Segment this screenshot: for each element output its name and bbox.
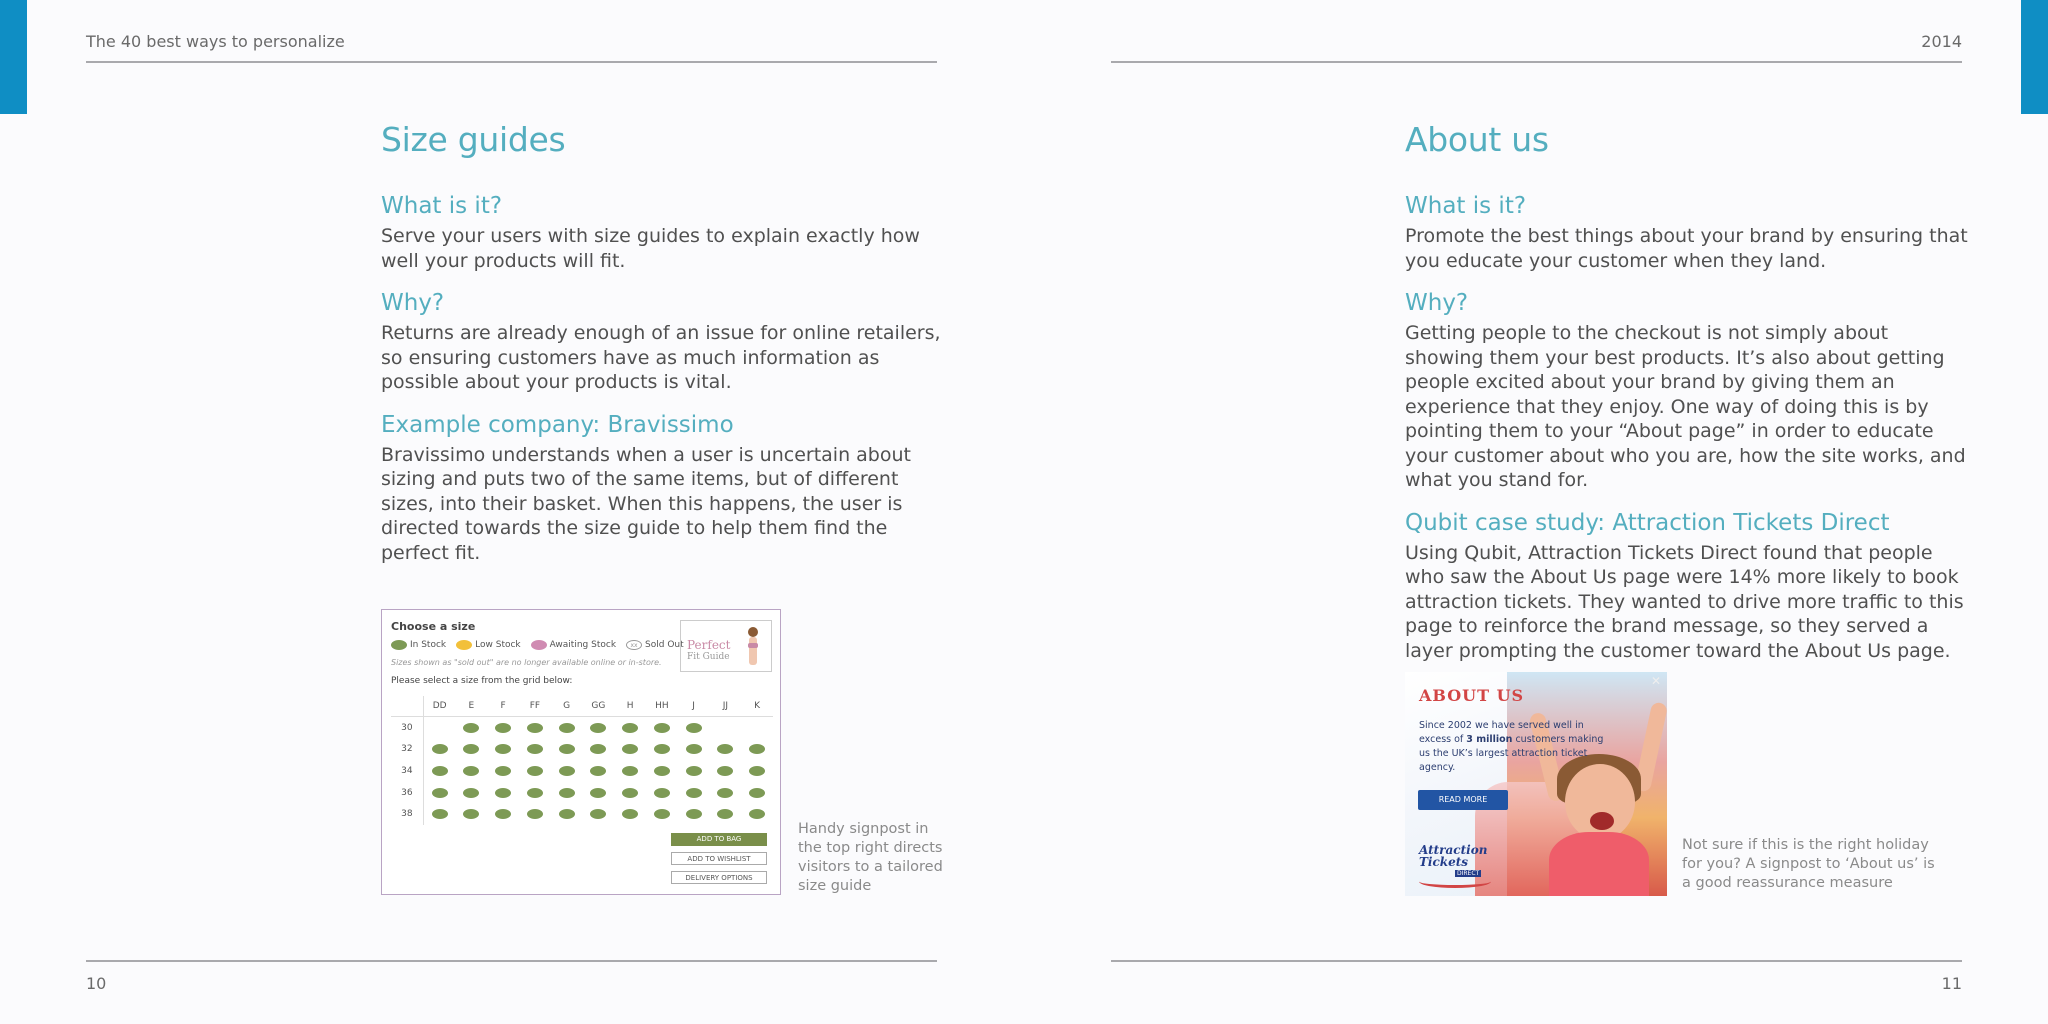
in-stock-size-option[interactable] — [590, 744, 606, 754]
section-title: Qubit case study: Attraction Tickets Direct — [1405, 509, 1890, 536]
legend-low-stock: Low Stock — [456, 640, 521, 650]
size-cell[interactable] — [456, 744, 488, 754]
in-stock-size-option[interactable] — [686, 809, 702, 819]
in-stock-size-option[interactable] — [686, 788, 702, 798]
size-cell[interactable] — [456, 788, 488, 798]
in-stock-size-option[interactable] — [654, 788, 670, 798]
in-stock-size-option[interactable] — [622, 809, 638, 819]
size-cell[interactable] — [487, 744, 519, 754]
size-cell[interactable] — [741, 809, 773, 819]
size-cell[interactable] — [519, 723, 551, 733]
section-body: Getting people to the checkout is not simply about showing them your best products. It’s also about getting people excited about your brand by giving them an experience that they enjoy. One way of doing this is by pointing them to your “About page” in order to educate your customer about who you are, how the site works, and what you stand for. — [1405, 322, 1966, 491]
add-to-wishlist-button[interactable]: ADD TO WISHLIST — [671, 852, 767, 865]
cup-size-label: FF — [529, 701, 541, 711]
cup-size-label: HH — [655, 701, 669, 711]
guide-label: Perfect — [687, 638, 731, 652]
in-stock-size-option[interactable] — [622, 744, 638, 754]
in-stock-size-option[interactable] — [495, 723, 511, 733]
size-cell[interactable] — [710, 788, 742, 798]
size-cell[interactable] — [583, 723, 615, 733]
in-stock-size-option[interactable] — [622, 788, 638, 798]
delivery-options-button[interactable]: DELIVERY OPTIONS — [671, 871, 767, 884]
perfect-fit-guide-link[interactable] — [680, 620, 772, 672]
page-title: About us — [1405, 120, 1549, 159]
size-cell[interactable] — [741, 788, 773, 798]
sold-out-dot-icon: xx — [626, 640, 642, 650]
size-cell[interactable] — [424, 744, 456, 754]
size-grid-row — [391, 803, 773, 825]
size-cell[interactable] — [646, 809, 678, 819]
footer-rule-right — [1111, 960, 1962, 962]
size-cell[interactable] — [456, 809, 488, 819]
size-grid-row — [391, 782, 773, 804]
size-grid-row — [391, 717, 773, 739]
size-cell[interactable] — [678, 788, 710, 798]
in-stock-size-option[interactable] — [749, 766, 765, 776]
in-stock-size-option[interactable] — [495, 766, 511, 776]
size-cell[interactable] — [741, 744, 773, 754]
in-stock-size-option[interactable] — [527, 809, 543, 819]
in-stock-size-option[interactable] — [559, 766, 575, 776]
in-stock-size-option[interactable] — [717, 809, 733, 819]
in-stock-size-option[interactable] — [654, 809, 670, 819]
size-cell[interactable] — [710, 744, 742, 754]
in-stock-size-option[interactable] — [559, 809, 575, 819]
in-stock-size-option[interactable] — [654, 744, 670, 754]
band-size-label: 38 — [391, 803, 424, 825]
left-edge-tab — [0, 0, 27, 114]
section-title: Why? — [381, 290, 445, 316]
size-grid-row — [391, 760, 773, 782]
ad-title: ABOUT US — [1419, 686, 1525, 705]
size-cell[interactable] — [614, 809, 646, 819]
size-cell[interactable] — [741, 766, 773, 776]
size-cell[interactable] — [614, 744, 646, 754]
close-icon[interactable]: ✕ — [1650, 674, 1661, 688]
in-stock-size-option[interactable] — [559, 788, 575, 798]
section-title: Why? — [1405, 290, 1469, 316]
in-stock-size-option[interactable] — [717, 744, 733, 754]
left-page-content — [381, 120, 946, 565]
in-stock-size-option[interactable] — [749, 809, 765, 819]
section-title: Example company: Bravissimo — [381, 411, 734, 438]
awaiting-stock-dot-icon — [531, 640, 547, 650]
band-size-label: 36 — [391, 782, 424, 804]
size-cell[interactable] — [646, 788, 678, 798]
size-cell[interactable] — [583, 744, 615, 754]
size-cell[interactable] — [551, 766, 583, 776]
in-stock-size-option[interactable] — [432, 809, 448, 819]
cup-size-label: F — [500, 701, 506, 711]
header-rule-right — [1111, 61, 1962, 63]
add-to-bag-button[interactable]: ADD TO BAG — [671, 833, 767, 846]
size-cell[interactable] — [487, 766, 519, 776]
header-rule-left — [86, 61, 937, 63]
legend-sold-out: xx Sold Out — [626, 640, 684, 650]
in-stock-size-option[interactable] — [495, 809, 511, 819]
size-cell[interactable] — [519, 788, 551, 798]
in-stock-size-option[interactable] — [432, 744, 448, 754]
in-stock-size-option[interactable] — [749, 788, 765, 798]
ad-photo-body — [1549, 832, 1649, 896]
guide-sublabel: Fit Guide — [687, 652, 730, 662]
in-stock-size-option[interactable] — [463, 766, 479, 776]
size-prompt: Please select a size from the grid below: — [391, 676, 573, 686]
about-us-ad-screenshot — [1405, 672, 1667, 896]
size-cell[interactable] — [551, 809, 583, 819]
size-cell[interactable] — [678, 723, 710, 733]
size-grid-header — [391, 696, 773, 717]
chart-title: Choose a size — [391, 620, 476, 633]
size-cell[interactable] — [551, 744, 583, 754]
cup-size-label: J — [692, 701, 695, 711]
running-header-title: The 40 best ways to personalize — [86, 32, 345, 51]
in-stock-size-option[interactable] — [527, 788, 543, 798]
size-cell[interactable] — [710, 766, 742, 776]
ad-text: Since 2002 we have served well in excess of 3 million customers making us the UK’s largest attraction ticket agency. — [1419, 720, 1604, 773]
band-size-label: 30 — [391, 717, 424, 739]
in-stock-size-option[interactable] — [527, 723, 543, 733]
page-number-left: 10 — [86, 974, 107, 993]
size-cell[interactable] — [583, 766, 615, 776]
size-cell[interactable] — [487, 723, 519, 733]
size-grid-row — [391, 739, 773, 761]
in-stock-size-option[interactable] — [590, 788, 606, 798]
running-header-year: 2014 — [1921, 32, 1962, 51]
figure-caption: Handy signpost in the top right directs visitors to a tailored size guide — [798, 821, 943, 894]
cup-size-label: H — [626, 701, 634, 711]
size-cell[interactable] — [551, 723, 583, 733]
in-stock-size-option[interactable] — [527, 744, 543, 754]
size-cell[interactable] — [614, 766, 646, 776]
band-size-label: 32 — [391, 739, 424, 761]
low-stock-dot-icon — [456, 640, 472, 650]
legend-awaiting-stock: Awaiting Stock — [531, 640, 616, 650]
size-cell[interactable] — [583, 788, 615, 798]
size-guide-screenshot — [381, 609, 781, 895]
in-stock-size-option[interactable] — [590, 809, 606, 819]
section-body: Using Qubit, Attraction Tickets Direct found that people who saw the About Us page were 14% more likely to book attraction tickets. They wanted to drive more traffic to this page to reinforce the brand message, so they served a layer prompting the customer toward the About Us page. — [1405, 541, 1964, 662]
stock-legend — [391, 640, 684, 650]
in-stock-size-option[interactable] — [527, 766, 543, 776]
in-stock-size-option[interactable] — [432, 766, 448, 776]
size-cell[interactable] — [583, 809, 615, 819]
size-cell[interactable] — [710, 809, 742, 819]
in-stock-size-option[interactable] — [686, 723, 702, 733]
in-stock-size-option[interactable] — [717, 766, 733, 776]
size-cell[interactable] — [551, 788, 583, 798]
in-stock-size-option[interactable] — [686, 744, 702, 754]
size-cell[interactable] — [519, 809, 551, 819]
in-stock-size-option[interactable] — [622, 723, 638, 733]
in-stock-size-option[interactable] — [463, 744, 479, 754]
size-cell[interactable] — [424, 809, 456, 819]
in-stock-dot-icon — [391, 640, 407, 650]
section-body: Promote the best things about your brand by ensuring that you educate your customer when they land. — [1405, 225, 1968, 272]
in-stock-size-option[interactable] — [495, 744, 511, 754]
in-stock-size-option[interactable] — [749, 744, 765, 754]
cup-size-label: DD — [432, 701, 447, 711]
size-cell[interactable] — [487, 788, 519, 798]
section-body: Serve your users with size guides to explain exactly how well your products will fit. — [381, 225, 920, 272]
size-cell[interactable] — [646, 766, 678, 776]
size-cell[interactable] — [456, 723, 488, 733]
right-edge-tab — [2021, 0, 2048, 114]
grid-corner — [391, 696, 424, 716]
size-cell[interactable] — [487, 809, 519, 819]
in-stock-size-option[interactable] — [495, 788, 511, 798]
cup-size-label: E — [468, 701, 475, 711]
figure-caption: Not sure if this is the right holiday for you? A signpost to ‘About us’ is a good reassurance measure — [1682, 837, 1935, 891]
sold-out-note: Sizes shown as "sold out" are no longer available online or in-store. — [391, 658, 662, 667]
cup-size-label: GG — [591, 701, 606, 711]
attraction-tickets-logo: Attraction Tickets DIRECT — [1419, 840, 1493, 890]
in-stock-size-option[interactable] — [559, 723, 575, 733]
in-stock-size-option[interactable] — [654, 723, 670, 733]
page-number-right: 11 — [1941, 974, 1962, 993]
size-grid — [391, 696, 773, 825]
cup-size-label: K — [754, 701, 761, 711]
section-title: What is it? — [1405, 193, 1527, 219]
in-stock-size-option[interactable] — [463, 809, 479, 819]
in-stock-size-option[interactable] — [463, 723, 479, 733]
legend-in-stock: In Stock — [391, 640, 446, 650]
size-cell[interactable] — [519, 744, 551, 754]
in-stock-size-option[interactable] — [590, 723, 606, 733]
size-cell[interactable] — [646, 744, 678, 754]
size-cell[interactable] — [678, 744, 710, 754]
size-cell[interactable] — [678, 766, 710, 776]
size-cell[interactable] — [424, 788, 456, 798]
in-stock-size-option[interactable] — [686, 766, 702, 776]
size-cell[interactable] — [456, 766, 488, 776]
in-stock-size-option[interactable] — [622, 766, 638, 776]
ad-photo-mouth — [1590, 812, 1614, 830]
section-title: What is it? — [381, 193, 503, 219]
in-stock-size-option[interactable] — [654, 766, 670, 776]
size-cell[interactable] — [424, 766, 456, 776]
right-page-content — [1405, 120, 1970, 663]
section-body: Returns are already enough of an issue for online retailers, so ensuring customers have as much information as possible about your products is vital. — [381, 322, 941, 393]
size-cell[interactable] — [614, 723, 646, 733]
page-title: Size guides — [381, 120, 566, 159]
footer-rule-left — [86, 960, 937, 962]
cup-size-label: JJ — [722, 701, 729, 711]
band-size-label: 34 — [391, 760, 424, 782]
cup-size-label: G — [563, 701, 571, 711]
size-cell[interactable] — [646, 723, 678, 733]
model-figure-icon — [741, 625, 765, 667]
size-cell[interactable] — [519, 766, 551, 776]
read-more-button[interactable]: READ MORE — [1418, 790, 1508, 810]
in-stock-size-option[interactable] — [717, 788, 733, 798]
in-stock-size-option[interactable] — [590, 766, 606, 776]
size-cell[interactable] — [614, 788, 646, 798]
in-stock-size-option[interactable] — [559, 744, 575, 754]
in-stock-size-option[interactable] — [432, 788, 448, 798]
in-stock-size-option[interactable] — [463, 788, 479, 798]
section-body: Bravissimo understands when a user is uncertain about sizing and puts two of the same items, but of different sizes, into their basket. When this happens, the user is directed towards the size guide to help them find the perfect fit. — [381, 443, 911, 564]
size-cell[interactable] — [678, 809, 710, 819]
